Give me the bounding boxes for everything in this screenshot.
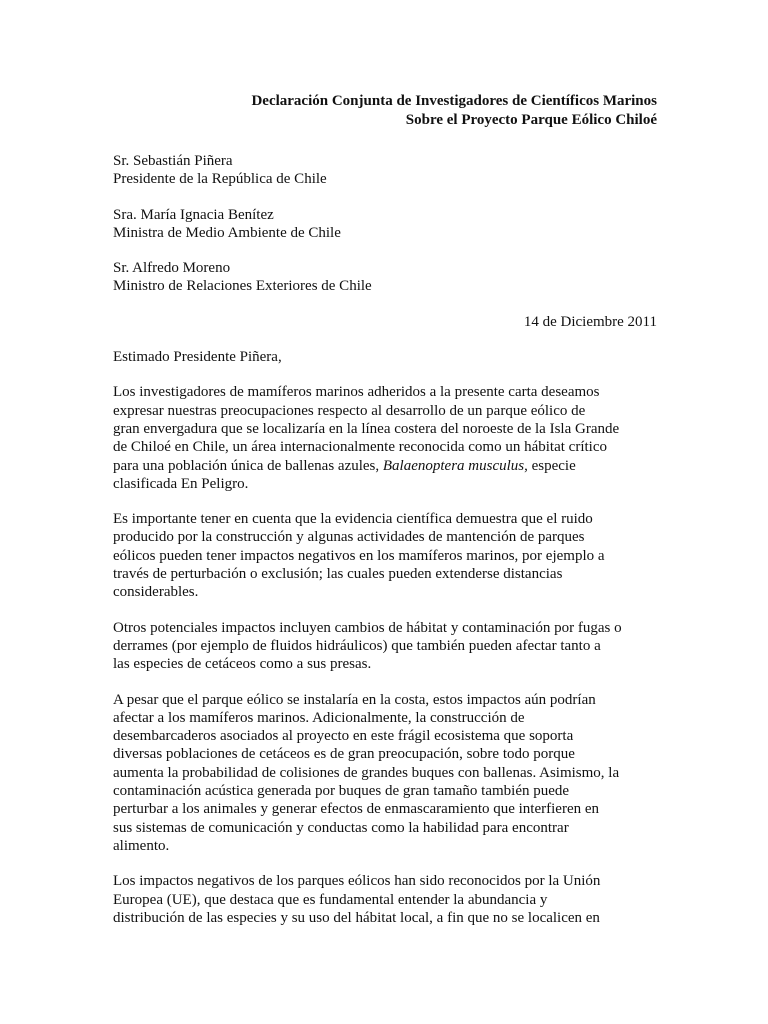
text-line: alimento. bbox=[113, 837, 170, 854]
recipient-name: Sr. Sebastián Piñera bbox=[113, 153, 233, 169]
text-line: Los impactos negativos de los parques eólicos han sido reconocidos por la Unión bbox=[113, 873, 601, 890]
text-line: de Chiloé en Chile, un área internacionalmente reconocida como un hábitat crítico bbox=[113, 439, 607, 456]
text-line: clasificada En Peligro. bbox=[113, 475, 249, 492]
text-line: sus sistemas de comunicación y conductas como la habilidad para encontrar bbox=[113, 819, 569, 836]
paragraph-3 bbox=[113, 619, 657, 674]
text-line: expresar nuestras preocupaciones respecto al desarrollo de un parque eólico de bbox=[113, 402, 586, 419]
text-line: gran envergadura que se localizaría en la línea costera del noroeste de la Isla Grande bbox=[113, 420, 620, 437]
text-fragment: para una población única de ballenas azules, bbox=[113, 457, 383, 474]
paragraph-2 bbox=[113, 510, 657, 601]
text-line: considerables. bbox=[113, 584, 199, 601]
text-line: contaminación acústica generada por buques de gran tamaño también puede bbox=[113, 783, 570, 800]
recipient-block bbox=[113, 259, 657, 296]
species-name: Balaenoptera musculus bbox=[382, 457, 525, 474]
paragraph-5 bbox=[113, 872, 657, 927]
letter-body bbox=[113, 92, 657, 944]
recipient-role: Ministro de Relaciones Exteriores de Chile bbox=[113, 278, 372, 295]
paragraph-1 bbox=[113, 383, 657, 493]
text-line: través de perturbación o exclusión; las cuales pueden extenderse distancias bbox=[113, 566, 563, 583]
text-line: desembarcaderos asociados al proyecto en este frágil ecosistema que soporta bbox=[113, 728, 574, 745]
text-line: Otros potenciales impactos incluyen cambios de hábitat y contaminación por fugas o bbox=[113, 619, 622, 636]
text-line: distribución de las especies y su uso del hábitat local, a fin que no se localicen en bbox=[113, 909, 600, 926]
title-line-1: Declaración Conjunta de Investigadores de Científicos Marinos bbox=[251, 93, 657, 109]
recipient-role: Ministra de Medio Ambiente de Chile bbox=[113, 224, 341, 241]
salutation: Estimado Presidente Piñera, bbox=[113, 349, 282, 366]
recipient-block bbox=[113, 206, 657, 243]
recipient-role: Presidente de la República de Chile bbox=[113, 171, 327, 188]
title-line-2: Sobre el Proyecto Parque Eólico Chiloé bbox=[405, 111, 657, 128]
text-line: Los investigadores de mamíferos marinos adheridos a la presente carta deseamos bbox=[113, 384, 600, 401]
text-line: producido por la construcción y algunas actividades de mantención de parques bbox=[113, 529, 585, 546]
text-line: afectar a los mamíferos marinos. Adicionalmente, la construcción de bbox=[113, 709, 525, 726]
recipient-name: Sr. Alfredo Moreno bbox=[113, 260, 231, 277]
text-line: diversas poblaciones de cetáceos es de gran preocupación, sobre todo porque bbox=[113, 746, 575, 763]
text-line: A pesar que el parque eólico se instalaría en la costa, estos impactos aún podrían bbox=[113, 691, 596, 708]
text-line: derrames (por ejemplo de fluidos hidráulicos) que también pueden afectar tanto a bbox=[113, 637, 601, 654]
text-line: eólicos pueden tener impactos negativos en los mamíferos marinos, por ejemplo a bbox=[113, 547, 605, 564]
recipient-name: Sra. María Ignacia Benítez bbox=[113, 206, 274, 223]
text-line bbox=[113, 457, 657, 475]
text-line: Europea (UE), que destaca que es fundamental entender la abundancia y bbox=[113, 891, 548, 908]
text-fragment: , especie bbox=[524, 457, 576, 474]
text-line: las especies de cetáceos como a sus presas. bbox=[113, 656, 372, 673]
document-title bbox=[113, 92, 657, 129]
letter-date: 14 de Diciembre 2011 bbox=[523, 313, 657, 330]
text-line: perturbar a los animales y generar efectos de enmascaramiento que interfieren en bbox=[113, 801, 600, 818]
text-line: Es importante tener en cuenta que la evidencia científica demuestra que el ruido bbox=[113, 511, 593, 528]
paragraph-4 bbox=[113, 691, 657, 856]
text-line: aumenta la probabilidad de colisiones de grandes buques con ballenas. Asimismo, la bbox=[113, 764, 620, 781]
recipient-block bbox=[113, 152, 657, 189]
